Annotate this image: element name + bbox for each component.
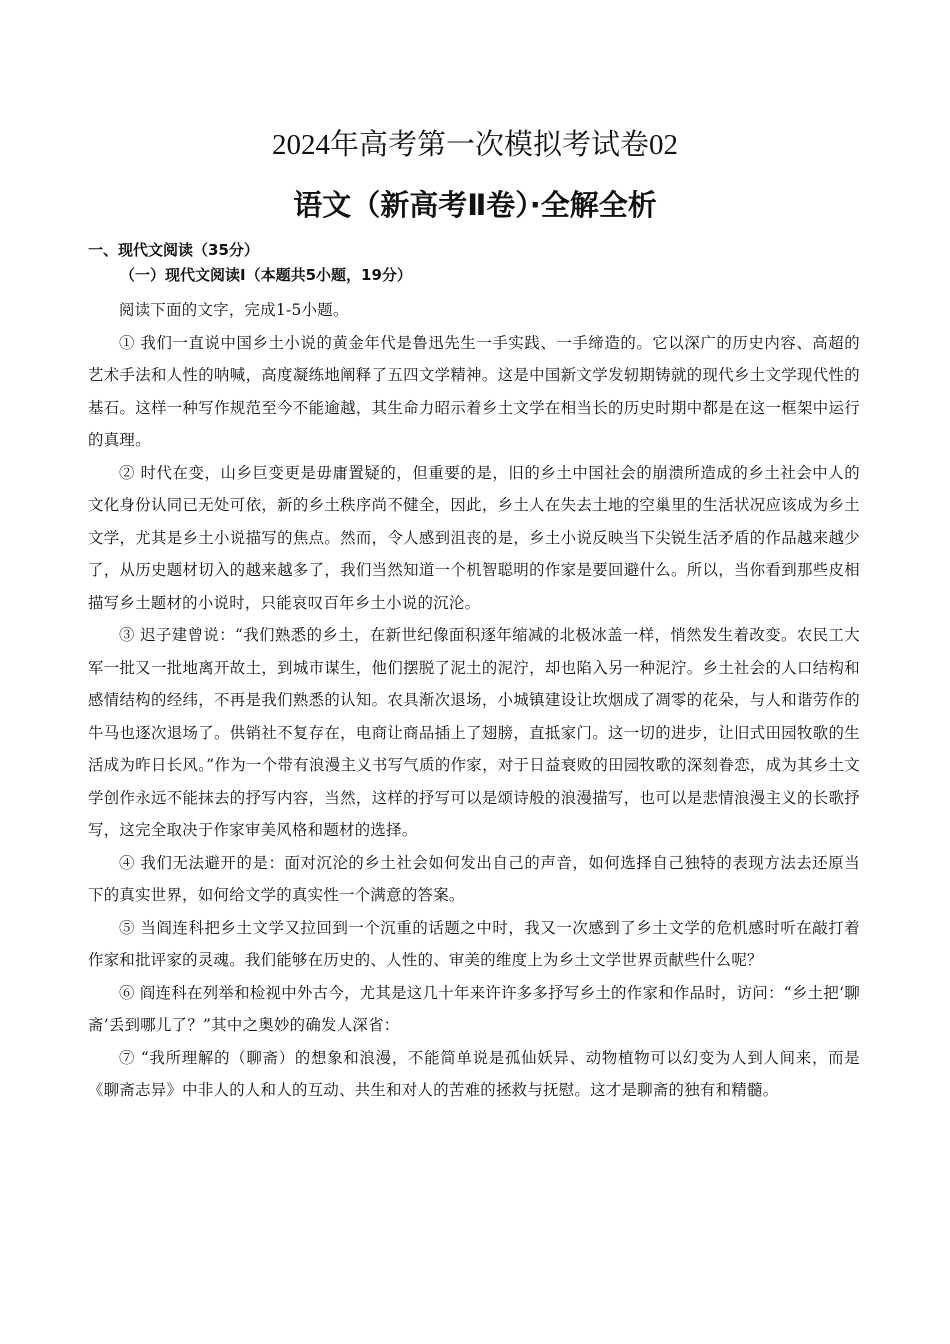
paragraph-5: ⑤ 当阎连科把乡土文学又拉回到一个沉重的话题之中时，我又一次感到了乡土文学的危机感时听在敲打着作家和批评家的灵魂。我们能够在历史的、人性的、审美的维度上为乡土文学世界贡献些什么呢？ (88, 918, 860, 969)
paragraph-2: ② 时代在变，山乡巨变更是毋庸置疑的，但重要的是，旧的乡土中国社会的崩溃所造成的乡土社会中人的文化身份认同已无处可依，新的乡土秩序尚不健全，因此，乡土人在失去土地的空巢里的生活状况应该成为乡土文学，尤其是乡土小说描写的焦点。然而，令人感到沮丧的是，乡土小说反映当下尖锐生活矛盾的作品越来越少了，从历史题材切入的越来越多了，我们当然知道一个机智聪明的作家是要回避什么。所以，当你看到那些皮相描写乡土题材的小说时，只能哀叹百年乡土小说的沉沦。 (88, 463, 860, 612)
paragraph-1: ① 我们一直说中国乡土小说的黄金年代是鲁迅先生一手实践、一手缔造的。它以深广的历史内容、高超的艺术手法和人性的呐喊，高度凝练地阐释了五四文学精神。这是中国新文学发轫期铸就的现代乡土文学现代性的基石。这样一种写作规范至今不能逾越，其生命力昭示着乡土文学在相当长的历史时期中都是在这一框架中运行的真理。 (88, 333, 860, 449)
subsection-heading: （一）现代文阅读Ⅰ（本题共5小题，19分） (120, 266, 412, 284)
paragraph-3: ③ 迟子建曾说：“我们熟悉的乡土，在新世纪像面积逐年缩减的北极冰盖一样，悄然发生着改变。农民工大军一批又一批地离开故土，到城市谋生，他们摆脱了泥土的泥泞，却也陷入另一种泥泞。乡土社会的人口结构和感情结构的经纬，不再是我们熟悉的认知。农具渐次退场，小城镇建设让坎烟成了凋零的花朵，与人和谐劳作的牛马也逐次退场了。供销社不复存在，电商让商品插上了翅膀，直抵家门。这一切的进步，让旧式田园牧歌的生活成为昨日长风。”作为一个带有浪漫主义书写气质的作家，对于日益衰败的田园牧歌的深刻眷恋，成为其乡土文学创作永远不能抹去的抒写内容，当然，这样的抒写可以是颂诗般的浪漫描写，也可以是悲情浪漫主义的长歌抒写，这完全取决于作家审美风格和题材的选择。 (88, 626, 860, 839)
document-title: 2024年高考第一次模拟考试卷02 (271, 129, 678, 161)
paragraph-6: ⑥ 阎连科在列举和检视中外古今，尤其是这几十年来许许多多抒写乡土的作家和作品时，访问：“乡土把‘聊斋’丢到哪儿了？”其中之奥妙的确发人深省： (88, 983, 860, 1034)
section-heading: 一、现代文阅读（35分） (88, 241, 259, 259)
reading-passage (88, 294, 860, 1107)
instruction-text: 阅读下面的文字，完成1-5小题。 (119, 301, 349, 319)
paragraph-4: ④ 我们无法避开的是：面对沉沦的乡土社会如何发出自己的声音，如何选择自己独特的表现方法去还原当下的真实世界，如何给文学的真实性一个满意的答案。 (88, 853, 860, 904)
paragraph-7: ⑦ “我所理解的（聊斋）的想象和浪漫，不能简单说是孤仙妖异、动物植物可以幻变为人到人间来，而是《聊斋志异》中非人的人和人的互动、共生和对人的苦难的拯救与抚慰。这才是聊斋的独有和精髓。 (88, 1048, 860, 1099)
document-subtitle: 语文（新高考Ⅱ卷）·全解全析 (293, 188, 657, 222)
